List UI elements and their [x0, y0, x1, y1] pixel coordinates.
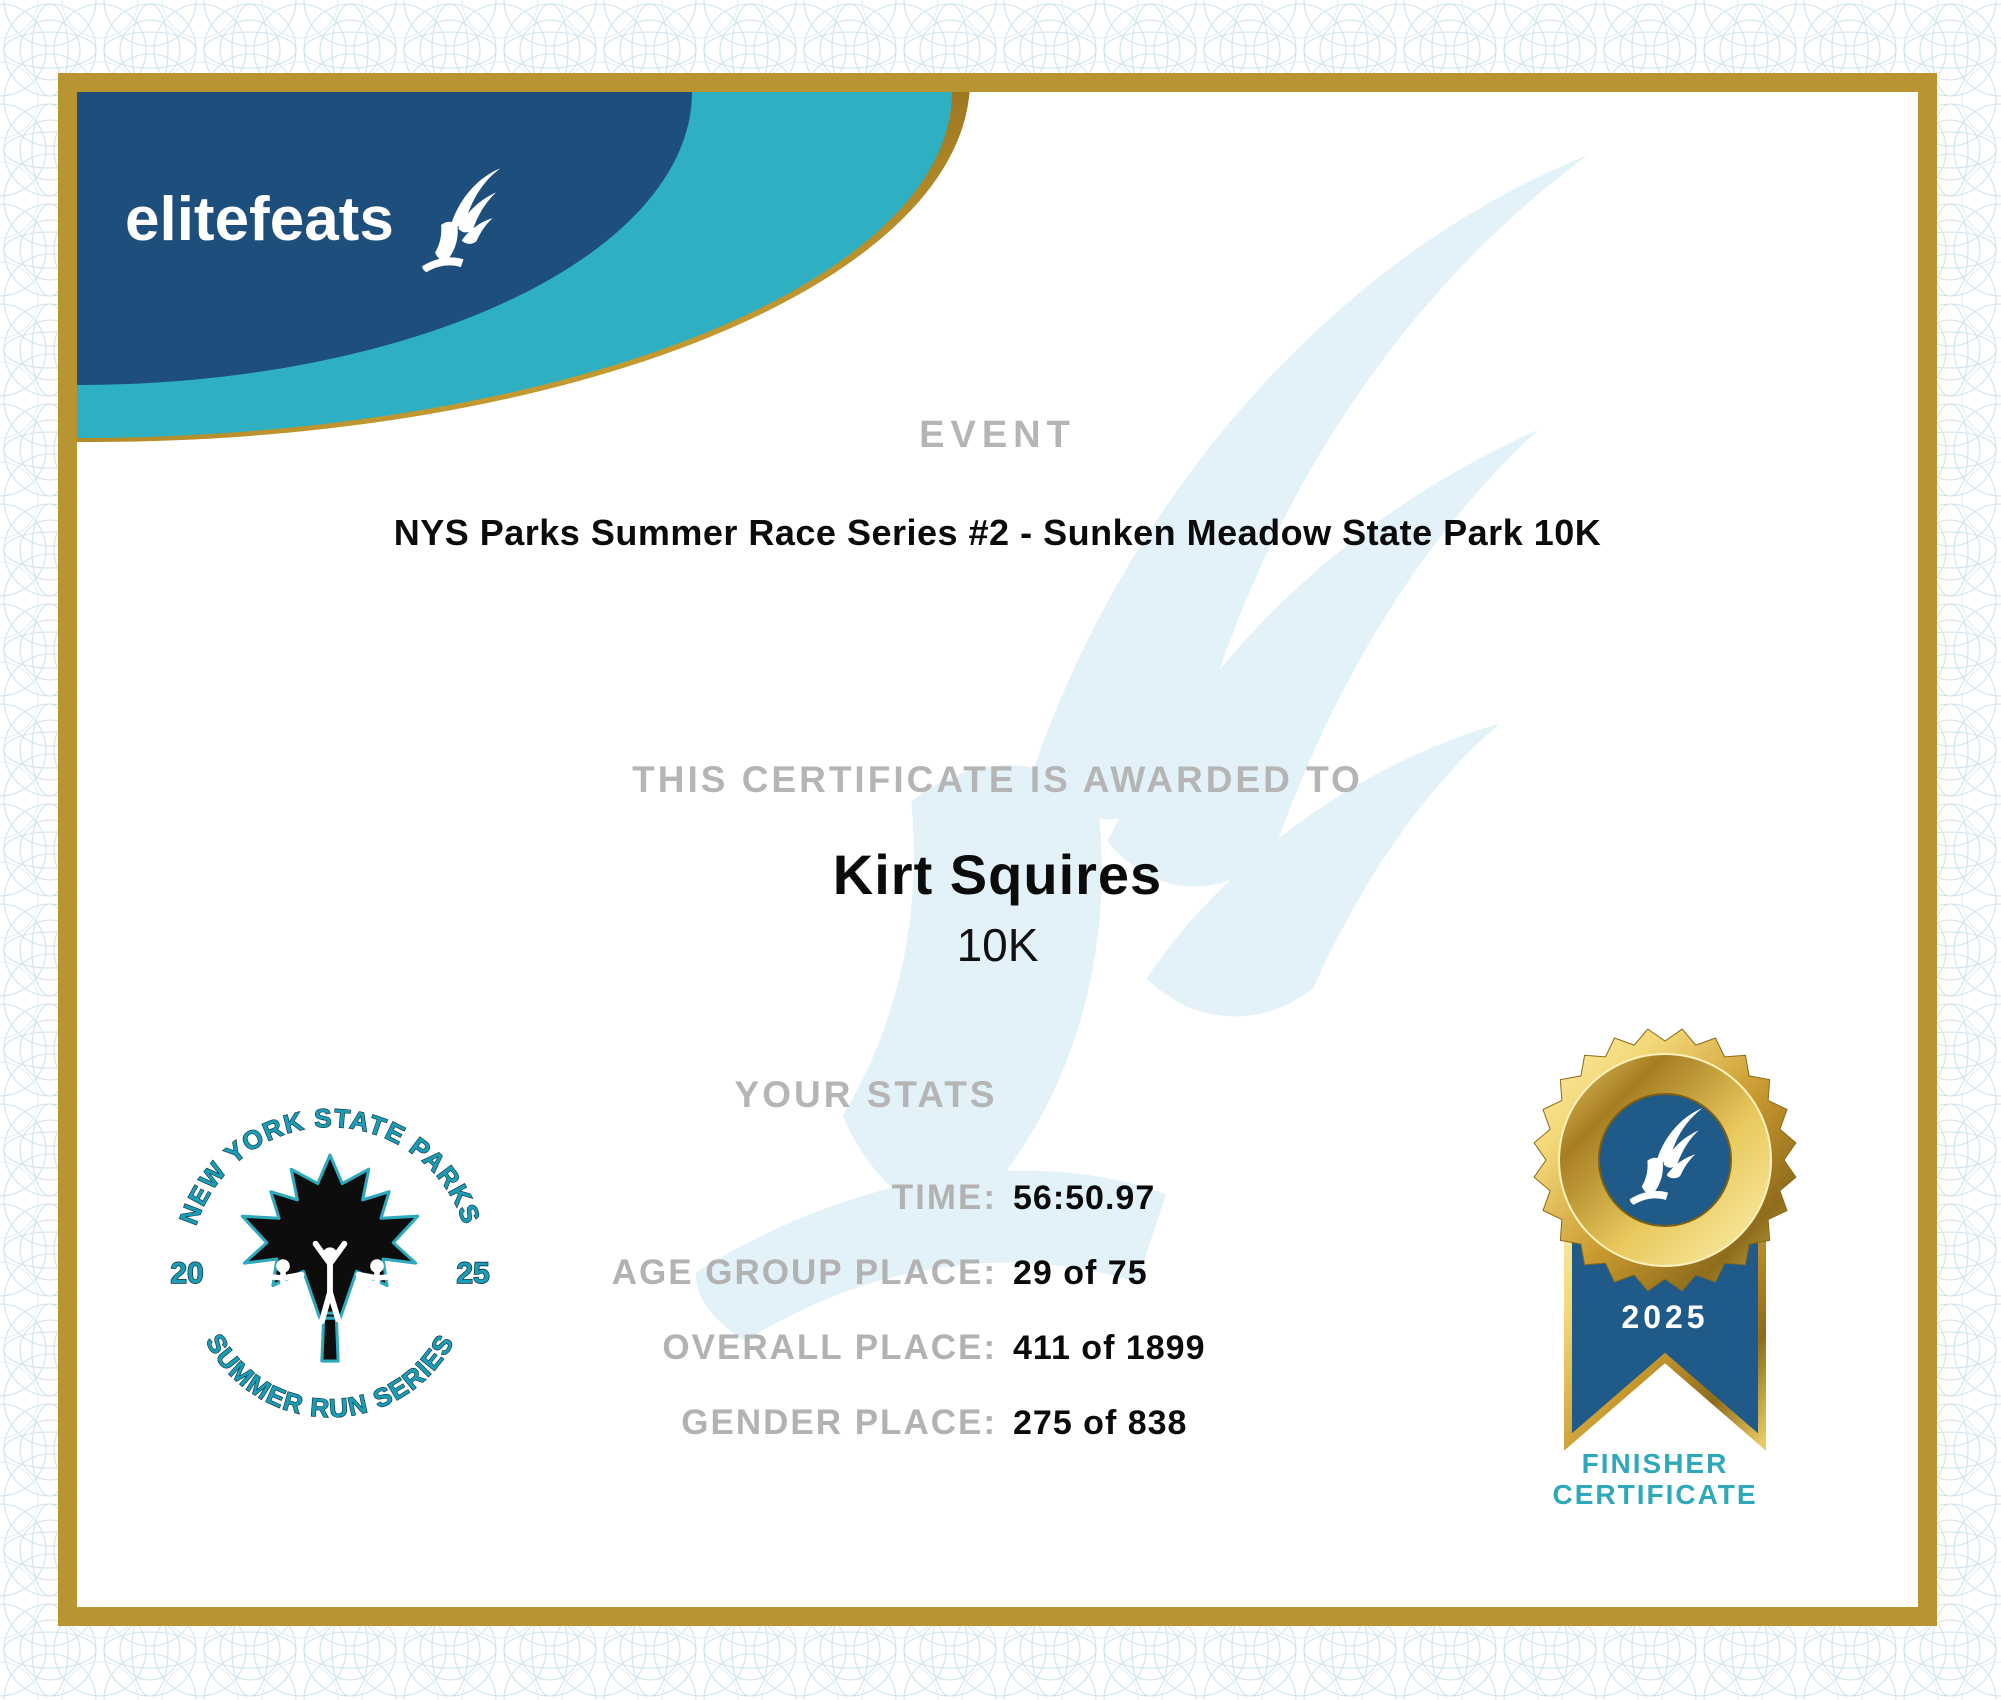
medal-year: 2025	[1621, 1299, 1709, 1335]
finisher-caption-line1: FINISHER	[1581, 1448, 1729, 1479]
awarded-heading: THIS CERTIFICATE IS AWARDED TO	[632, 759, 1363, 800]
badge-top-arc-text: NEW YORK STATE PARKS	[173, 1105, 487, 1229]
elitefeats-winged-foot-icon	[417, 168, 503, 282]
badge-year-left: 20	[170, 1257, 204, 1290]
event-heading: EVENT	[919, 414, 1076, 456]
badge-year-right: 25	[456, 1257, 490, 1290]
elitefeats-logo-text: elitefeats	[125, 185, 394, 254]
nys-parks-series-badge	[165, 1105, 495, 1435]
recipient-name: Kirt Squires	[832, 843, 1163, 906]
stat-value-time: 56:50.97	[1013, 1179, 1156, 1217]
finisher-caption	[1480, 1448, 1830, 1510]
stat-label-overall-place: OVERALL PLACE:	[662, 1328, 997, 1367]
badge-bottom-arc-text: SUMMER RUN SERIES	[199, 1328, 461, 1424]
finisher-medal	[1500, 1010, 1830, 1480]
brand-swoosh	[77, 92, 1007, 457]
certificate-panel	[58, 73, 1937, 1626]
stat-label-gender-place: GENDER PLACE:	[681, 1403, 997, 1442]
stat-label-age-group-place: AGE GROUP PLACE:	[611, 1253, 997, 1292]
race-distance: 10K	[956, 919, 1039, 971]
event-name: NYS Parks Summer Race Series #2 - Sunken Meadow State Park 10K	[393, 512, 1602, 553]
stat-value-gender-place: 275 of 838	[1013, 1404, 1188, 1442]
stat-value-overall-place: 411 of 1899	[1013, 1329, 1206, 1367]
stat-label-time: TIME:	[891, 1178, 997, 1217]
stat-value-age-group-place: 29 of 75	[1013, 1254, 1148, 1292]
finisher-caption-line2: CERTIFICATE	[1552, 1479, 1758, 1510]
stats-heading: YOUR STATS	[734, 1074, 998, 1115]
